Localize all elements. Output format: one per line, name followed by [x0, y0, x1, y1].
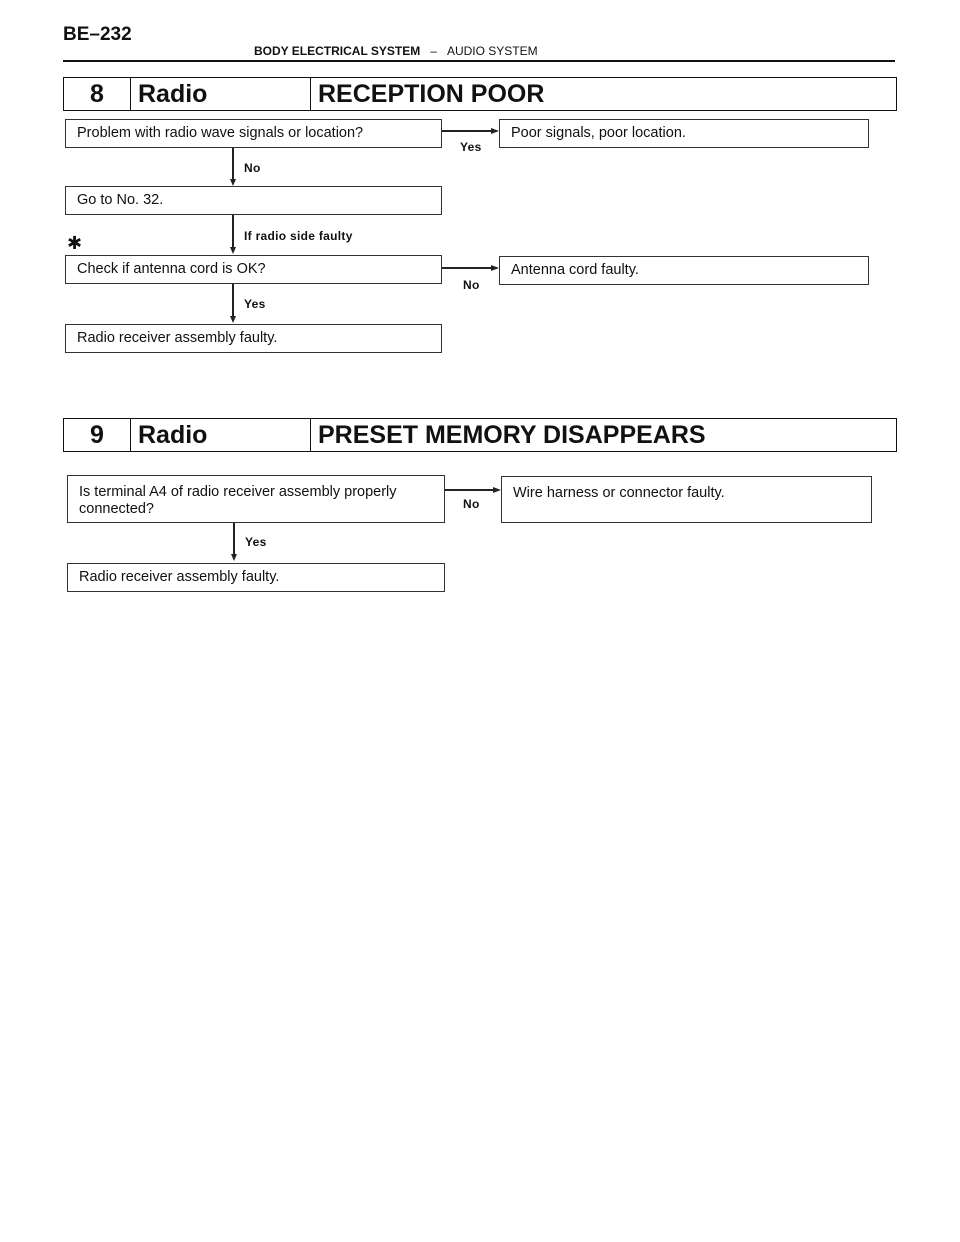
flow-line [232, 284, 234, 317]
question-radio-wave-box: Problem with radio wave signals or location? [65, 119, 442, 148]
flow-line [442, 267, 497, 269]
flow-label-yes: Yes [460, 140, 482, 154]
result-antenna-cord-box: Antenna cord faulty. [499, 256, 869, 285]
flow-line [232, 215, 234, 248]
header-rule [63, 60, 895, 62]
section-header [254, 44, 538, 58]
step-goto-box: Go to No. 32. [65, 186, 442, 215]
arrow-down-icon [231, 554, 237, 561]
section-8-title-row [63, 77, 897, 111]
flow-line [233, 523, 235, 555]
section-9-title-row [63, 418, 897, 452]
flow-line [232, 148, 234, 180]
arrow-down-icon [230, 247, 236, 254]
flow-line [442, 130, 497, 132]
arrow-right-icon [493, 487, 501, 493]
flow-label-no: No [244, 161, 261, 175]
result-poor-signals-box: Poor signals, poor location. [499, 119, 869, 148]
subsystem-name: AUDIO SYSTEM [446, 44, 538, 58]
section-category: Radio [131, 419, 311, 451]
result-wire-harness-box: Wire harness or connector faulty. [501, 476, 872, 523]
result-receiver-faulty-box: Radio receiver assembly faulty. [67, 563, 445, 592]
flow-label-no: No [463, 497, 480, 511]
flow-label-yes: Yes [245, 535, 267, 549]
arrow-right-icon [491, 128, 499, 134]
question-terminal-a4-box: Is terminal A4 of radio receiver assembly properly connected? [67, 475, 445, 523]
header-separator: – [430, 44, 437, 58]
asterisk-icon: ✱ [67, 233, 83, 253]
section-number: 8 [64, 78, 131, 110]
section-category: Radio [131, 78, 311, 110]
flow-label-radio-side-faulty: If radio side faulty [244, 229, 353, 243]
flow-label-yes: Yes [244, 297, 266, 311]
system-name: BODY ELECTRICAL SYSTEM [254, 44, 421, 58]
result-receiver-faulty-box: Radio receiver assembly faulty. [65, 324, 442, 353]
flow-label-no: No [463, 278, 480, 292]
arrow-down-icon [230, 179, 236, 186]
arrow-down-icon [230, 316, 236, 323]
section-number: 9 [64, 419, 131, 451]
section-title: RECEPTION POOR [318, 79, 545, 108]
section-title: PRESET MEMORY DISAPPEARS [318, 420, 706, 449]
page-number: BE–232 [63, 24, 132, 45]
question-antenna-cord-box: Check if antenna cord is OK? [65, 255, 442, 284]
flow-line [445, 489, 497, 491]
arrow-right-icon [491, 265, 499, 271]
